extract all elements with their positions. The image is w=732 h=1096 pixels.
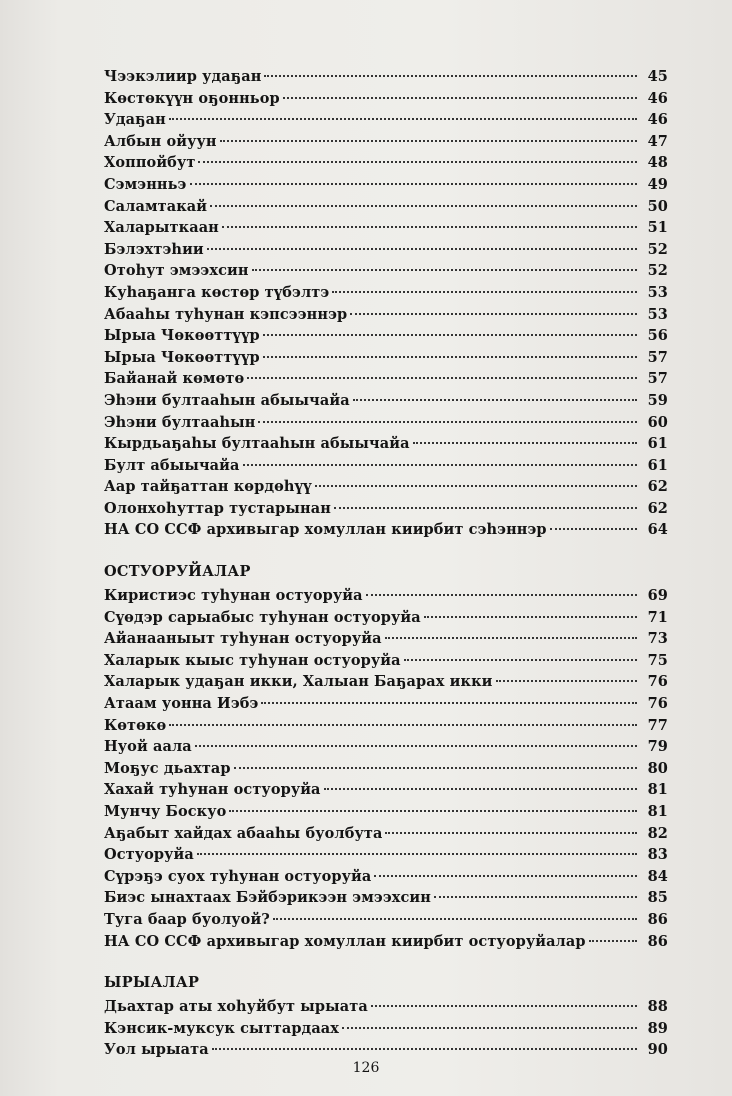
toc-entry-page: 48 bbox=[647, 154, 668, 172]
toc-entry bbox=[104, 803, 668, 825]
toc-entry-title: Байанай көмөтө bbox=[104, 370, 245, 388]
toc-entry-page: 53 bbox=[647, 305, 668, 323]
toc-group-songs bbox=[104, 998, 668, 1063]
dot-leader bbox=[496, 680, 638, 682]
toc-entry-title: Атаам уонна Иэбэ bbox=[104, 695, 259, 713]
toc-entry-page: 64 bbox=[647, 521, 668, 539]
toc-entry bbox=[104, 154, 668, 176]
dot-leader bbox=[334, 507, 637, 509]
toc-entry-page: 84 bbox=[647, 867, 668, 885]
toc-entry-page: 80 bbox=[647, 759, 668, 777]
toc-entry-title: Моҕус дьахтар bbox=[104, 759, 231, 777]
dot-leader bbox=[283, 97, 637, 99]
page-number: 126 bbox=[352, 1060, 380, 1076]
dot-leader bbox=[263, 334, 637, 336]
toc-entry-page: 60 bbox=[647, 413, 668, 431]
toc-entry-page: 88 bbox=[647, 998, 668, 1016]
toc-entry bbox=[104, 911, 668, 933]
toc-entry bbox=[104, 241, 668, 263]
toc-entry-page: 76 bbox=[647, 673, 668, 691]
toc-entry bbox=[104, 349, 668, 371]
dot-leader bbox=[252, 269, 637, 271]
dot-leader bbox=[212, 1048, 637, 1050]
dot-leader bbox=[342, 1027, 637, 1029]
toc-entry-title: Сүөдэр сарыабыс туһунан остуоруйа bbox=[104, 608, 421, 626]
dot-leader bbox=[195, 745, 637, 747]
dot-leader bbox=[169, 724, 637, 726]
toc-entry-page: 62 bbox=[647, 499, 668, 517]
toc-entry-title: НА СО ССФ архивыгар хомуллан киирбит сэһэннэр bbox=[104, 521, 547, 539]
toc-entry-page: 81 bbox=[647, 781, 668, 799]
dot-leader bbox=[350, 313, 637, 315]
dot-leader bbox=[190, 183, 638, 185]
toc-entry-page: 75 bbox=[647, 651, 668, 669]
dot-leader bbox=[263, 356, 637, 358]
toc-entry bbox=[104, 90, 668, 112]
dot-leader bbox=[220, 140, 637, 142]
toc-entry-title: Албын ойуун bbox=[104, 132, 217, 150]
toc-entry bbox=[104, 414, 668, 436]
toc-entry-title: Сэмэнньэ bbox=[104, 175, 187, 193]
toc-entry bbox=[104, 933, 668, 955]
toc-entry-page: 82 bbox=[647, 824, 668, 842]
toc-entry-title: Куһаҕанга көстөр түбэлтэ bbox=[104, 283, 330, 301]
dot-leader bbox=[385, 637, 637, 639]
toc-entry-page: 47 bbox=[647, 132, 668, 150]
toc-entry bbox=[104, 111, 668, 133]
toc-entry bbox=[104, 738, 668, 760]
dot-leader bbox=[385, 832, 637, 834]
toc-entry bbox=[104, 306, 668, 328]
toc-entry bbox=[104, 133, 668, 155]
toc-entry-page: 86 bbox=[647, 910, 668, 928]
toc-entry bbox=[104, 478, 668, 500]
toc-entry-title: Чээкэлиир удаҕан bbox=[104, 68, 262, 85]
toc-entry-title: Көтөкө bbox=[104, 716, 167, 734]
toc-entry-title: Халарыткаан bbox=[104, 219, 219, 237]
dot-leader bbox=[210, 205, 637, 207]
toc-entry-page: 56 bbox=[647, 327, 668, 345]
toc-entry bbox=[104, 846, 668, 868]
dot-leader bbox=[374, 875, 637, 877]
dot-leader bbox=[353, 399, 637, 401]
toc-entry bbox=[104, 284, 668, 306]
dot-leader bbox=[413, 442, 637, 444]
toc-entry-title: Ырыа Чөкөөттүүр bbox=[104, 348, 260, 366]
toc-entry-title: Хахай туһунан остуоруйа bbox=[104, 781, 321, 799]
toc-entry-title: Абааһы туһунан кэпсээннэр bbox=[104, 305, 348, 323]
toc-entry-title: Аар тайҕаттан көрдөһүү bbox=[104, 478, 312, 496]
toc-entry bbox=[104, 392, 668, 414]
toc-entry bbox=[104, 198, 668, 220]
dot-leader bbox=[424, 616, 637, 618]
toc-entry-title: Айанааныыт туһунан остуоруйа bbox=[104, 630, 382, 648]
toc-entry-page: 53 bbox=[647, 283, 668, 301]
section-heading-tales: ОСТУОРУЙАЛАР bbox=[104, 563, 251, 581]
toc-entry-page: 57 bbox=[647, 370, 668, 388]
toc-entry-title: Эһэни бултааһын абыычайа bbox=[104, 391, 350, 409]
toc-entry-page: 46 bbox=[647, 89, 668, 107]
toc-entry-page: 51 bbox=[647, 219, 668, 237]
dot-leader bbox=[169, 118, 637, 120]
dot-leader bbox=[198, 161, 637, 163]
toc-entry-title: Кырдьаҕаһы бултааһын абыычайа bbox=[104, 435, 410, 453]
toc-entry-page: 61 bbox=[647, 456, 668, 474]
toc-entry-page: 69 bbox=[647, 587, 668, 605]
toc-entry bbox=[104, 695, 668, 717]
dot-leader bbox=[247, 377, 637, 379]
toc-entry bbox=[104, 262, 668, 284]
toc-entry-title: Киристиэс туһунан остуоруйа bbox=[104, 587, 363, 605]
toc-entry-page: 50 bbox=[647, 197, 668, 215]
toc-entry-page: 49 bbox=[647, 175, 668, 193]
toc-entry bbox=[104, 868, 668, 890]
toc-entry bbox=[104, 825, 668, 847]
toc-entry-title: Халарык удаҕан икки, Халыан Баҕарах икки bbox=[104, 673, 493, 691]
toc-entry-page: 81 bbox=[647, 803, 668, 820]
dot-leader bbox=[222, 226, 637, 228]
toc-entry-title: Көстөкүүн оҕонньор bbox=[104, 89, 280, 107]
toc-entry bbox=[104, 717, 668, 739]
toc-entry-page: 77 bbox=[647, 716, 668, 734]
toc-entry-title: Олонхоһуттар тустарынан bbox=[104, 499, 331, 517]
toc-entry-title: Халарык кыыс туһунан остуоруйа bbox=[104, 651, 401, 669]
toc-entry bbox=[104, 435, 668, 457]
toc-entry-page: 83 bbox=[647, 846, 668, 864]
dot-leader bbox=[589, 940, 637, 942]
toc-entry-title: Остуоруйа bbox=[104, 846, 194, 864]
dot-leader bbox=[264, 75, 637, 77]
toc-entry-title: Хоппойбут bbox=[104, 154, 196, 172]
toc-entry bbox=[104, 630, 668, 652]
toc-entry bbox=[104, 1020, 668, 1042]
toc-entry-page: 79 bbox=[647, 738, 668, 756]
table-of-contents bbox=[104, 68, 668, 1063]
toc-entry bbox=[104, 760, 668, 782]
toc-entry-title: Бэлэхтэһии bbox=[104, 240, 204, 258]
toc-entry bbox=[104, 521, 668, 543]
dot-leader bbox=[229, 810, 637, 812]
toc-group-stories bbox=[104, 68, 668, 543]
toc-entry-page: 45 bbox=[647, 68, 668, 85]
dot-leader bbox=[273, 918, 637, 920]
toc-entry-title: Эһэни бултааһын bbox=[104, 413, 256, 431]
toc-entry-title: НА СО ССФ архивыгар хомуллан киирбит остуоруйалар bbox=[104, 932, 586, 950]
toc-entry bbox=[104, 176, 668, 198]
toc-entry-title: Аҕабыт хайдах абааһы буолбута bbox=[104, 824, 383, 842]
section-heading-songs: ЫРЫАЛАР bbox=[104, 974, 200, 992]
toc-entry bbox=[104, 68, 668, 90]
toc-entry-title: Туга баар буолуой? bbox=[104, 910, 270, 928]
toc-entry bbox=[104, 219, 668, 241]
toc-entry-page: 89 bbox=[647, 1019, 668, 1037]
toc-entry-title: Отоһут эмээхсин bbox=[104, 262, 249, 280]
toc-entry-page: 73 bbox=[647, 630, 668, 648]
dot-leader bbox=[258, 421, 637, 423]
dot-leader bbox=[332, 291, 637, 293]
dot-leader bbox=[371, 1005, 637, 1007]
dot-leader bbox=[434, 896, 637, 898]
toc-entry-page: 59 bbox=[647, 391, 668, 409]
toc-entry bbox=[104, 327, 668, 349]
toc-entry-page: 57 bbox=[647, 348, 668, 366]
dot-leader bbox=[197, 853, 637, 855]
toc-entry-page: 76 bbox=[647, 695, 668, 713]
toc-entry-page: 52 bbox=[647, 240, 668, 258]
toc-entry-title: Кэнсик-муксук сыттардаах bbox=[104, 1019, 340, 1037]
toc-entry bbox=[104, 457, 668, 479]
dot-leader bbox=[315, 485, 637, 487]
toc-entry-page: 85 bbox=[647, 889, 668, 907]
toc-entry bbox=[104, 652, 668, 674]
toc-entry-title: Мунчу Боскуо bbox=[104, 803, 227, 820]
dot-leader bbox=[243, 464, 637, 466]
dot-leader bbox=[207, 248, 637, 250]
toc-entry bbox=[104, 609, 668, 631]
toc-entry bbox=[104, 781, 668, 803]
toc-entry-title: Дьахтар аты хоһуйбут ырыата bbox=[104, 998, 368, 1016]
toc-entry-title: Удаҕан bbox=[104, 111, 166, 129]
dot-leader bbox=[324, 788, 637, 790]
toc-entry-title: Саламтакай bbox=[104, 197, 208, 215]
dot-leader bbox=[261, 702, 637, 704]
toc-entry-title: Уол ырыата bbox=[104, 1041, 209, 1059]
toc-entry-page: 61 bbox=[647, 435, 668, 453]
toc-entry-title: Ырыа Чөкөөттүүр bbox=[104, 327, 260, 345]
toc-group-tales bbox=[104, 587, 668, 954]
dot-leader bbox=[234, 767, 637, 769]
toc-entry bbox=[104, 500, 668, 522]
toc-entry-title: Биэс ынахтаах Бэйбэрикээн эмээхсин bbox=[104, 889, 431, 907]
toc-entry bbox=[104, 889, 668, 911]
dot-leader bbox=[550, 528, 637, 530]
toc-entry bbox=[104, 587, 668, 609]
toc-entry-page: 71 bbox=[647, 608, 668, 626]
toc-entry-title: Сүрэҕэ суох туһунан остуоруйа bbox=[104, 867, 372, 885]
toc-entry-page: 52 bbox=[647, 262, 668, 280]
toc-entry-page: 90 bbox=[647, 1041, 668, 1059]
toc-entry-page: 86 bbox=[647, 932, 668, 950]
toc-entry bbox=[104, 673, 668, 695]
dot-leader bbox=[366, 594, 637, 596]
toc-entry bbox=[104, 998, 668, 1020]
toc-entry-title: Нуой аала bbox=[104, 738, 192, 756]
dot-leader bbox=[404, 659, 637, 661]
toc-entry-title: Булт абыычайа bbox=[104, 456, 240, 474]
toc-entry-page: 46 bbox=[647, 111, 668, 129]
toc-entry-page: 62 bbox=[647, 478, 668, 496]
toc-entry bbox=[104, 370, 668, 392]
